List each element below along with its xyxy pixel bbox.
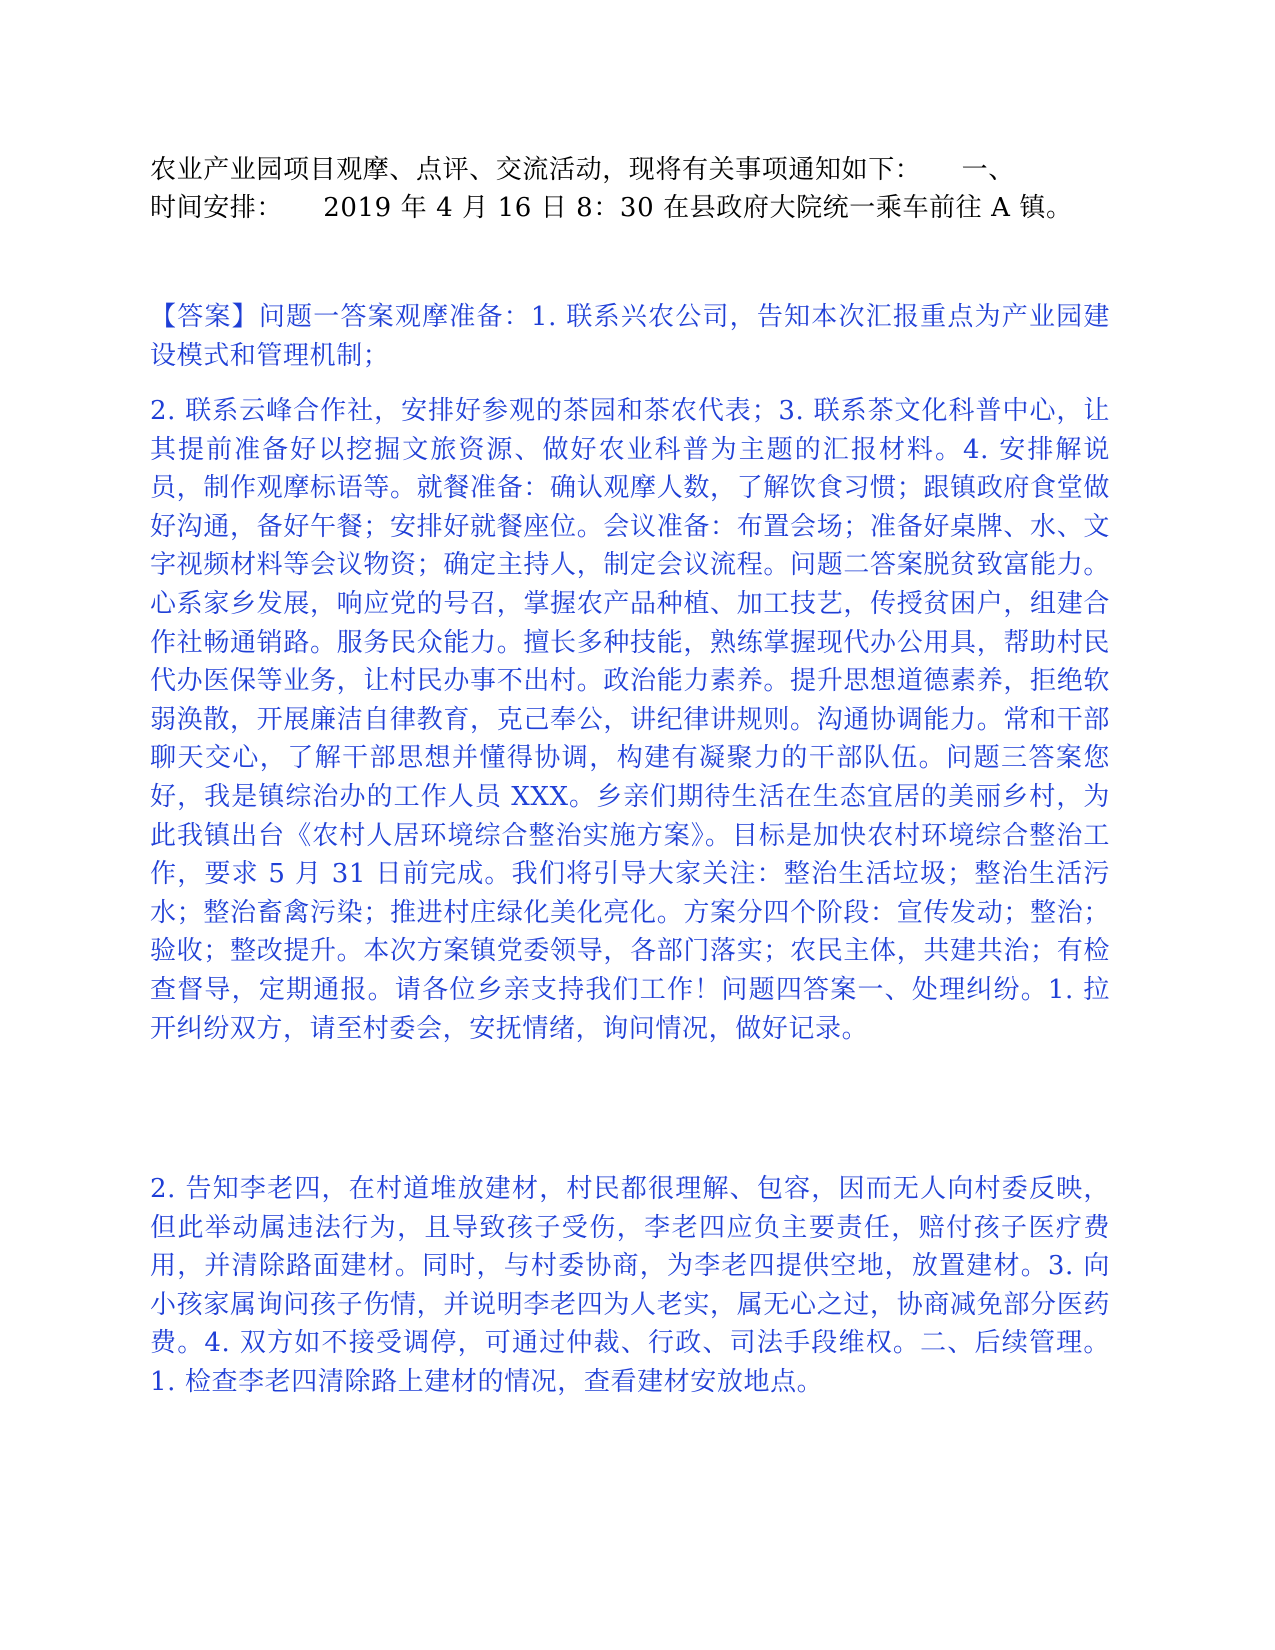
answer-paragraph-3: 2. 告知李老四，在村道堆放建材，村民都很理解、包容，因而无人向村委反映，但此举动属违法行为，且导致孩子受伤，李老四应负主要责任，赔付孩子医疗费用，并清除路面建材。同时，与村委协商，为李老四提供空地，放置建材。3. 向小孩家属询问孩子伤情，并说明李老四为人老实，属无心之过，协商减免部分医药费。4. 双方如不接受调停，可通过仲裁、行政、司法手段维权。二、后续管理。1. 检查李老四清除路上建材的情况，查看建材安放地点。 [150, 1174, 1110, 1397]
notice-intro-line-1: 农业产业园项目观摩、点评、交流活动，现将有关事项通知如下： 一、 [150, 155, 1015, 185]
notice-intro-line-2: 时间安排： 2019 年 4 月 16 日 8：30 在县政府大院统一乘车前往 A 镇。 [150, 193, 1073, 223]
answer-paragraph-2: 2. 联系云峰合作社，安排好参观的茶园和茶农代表；3. 联系茶文化科普中心，让其提前准备好以挖掘文旅资源、做好农业科普为主题的汇报材料。4. 安排解说员，制作观摩标语等。就餐准备：确认观摩人数，了解饮食习惯；跟镇政府食堂做好沟通，备好午餐；安排好就餐座位。会议准备：布置会场；准备好桌牌、水、文字视频材料等会议物资；确定主持人，制定会议流程。问题二答案脱贫致富能力。心系家乡发展，响应党的号召，掌握农产品种植、加工技艺，传授贫困户，组建合作社畅通销路。服务民众能力。擅长多种技能，熟练掌握现代办公用具，帮助村民代办医保等业务，让村民办事不出村。政治能力素养。提升思想道德素养，拒绝软弱涣散，开展廉洁自律教育，克己奉公，讲纪律讲规则。沟通协调能力。常和干部聊天交心，了解干部思想并懂得协调，构建有凝聚力的干部队伍。问题三答案您好，我是镇综治办的工作人员 XXX。乡亲们期待生活在生态宜居的美丽乡村，为此我镇出台《农村人居环境综合整治实施方案》。目标是加快农村环境综合整治工作，要求 5 月 31 日前完成。我们将引导大家关注：整治生活垃圾；整治生活污水；整治畜禽污染；推进村庄绿化美化亮化。方案分四个阶段：宣传发动；整治；验收；整改提升。本次方案镇党委领导，各部门落实；农民主体，共建共治；有检查督导，定期通报。请各位乡亲支持我们工作！问题四答案一、处理纠纷。1. 拉开纠纷双方，请至村委会，安抚情绪，询问情况，做好记录。 [150, 396, 1110, 1044]
answer-paragraph-1: 【答案】问题一答案观摩准备：1. 联系兴农公司，告知本次汇报重点为产业园建设模式和管理机制； [150, 302, 1110, 371]
notice-intro [150, 151, 1110, 227]
